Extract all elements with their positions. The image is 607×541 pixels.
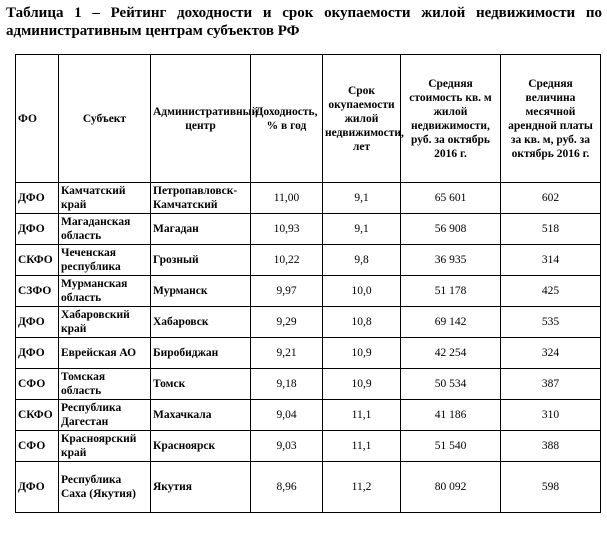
header-row [16,55,601,183]
cell-yield: 9,04 [251,400,323,431]
cell-payback: 9,1 [323,183,401,214]
cell-fo: ДФО [16,214,59,245]
table-row [16,338,601,369]
cell-subject: Красноярский край [59,431,151,462]
table-row [16,400,601,431]
cell-yield: 10,93 [251,214,323,245]
table-row [16,183,601,214]
cell-yield: 9,21 [251,338,323,369]
cell-avg-price: 56 908 [401,214,501,245]
cell-avg-rent: 602 [501,183,601,214]
cell-center: Махачкала [151,400,251,431]
cell-fo: ДФО [16,307,59,338]
cell-subject: Еврейская АО [59,338,151,369]
cell-avg-price: 65 601 [401,183,501,214]
cell-center: Мурманск [151,276,251,307]
cell-yield: 8,96 [251,462,323,513]
table-row [16,369,601,400]
cell-fo: СЗФО [16,276,59,307]
cell-avg-price: 51 540 [401,431,501,462]
cell-avg-price: 51 178 [401,276,501,307]
cell-yield: 9,97 [251,276,323,307]
cell-subject: Томская область [59,369,151,400]
table-caption: Таблица 1 – Рейтинг доходности и срок окупаемости жилой недвижимости по административным центрам субъектов РФ [6,5,602,39]
header-avg-rent: Средняя величина месячной арендной платы за кв. м, руб. за октябрь 2016 г. [501,55,601,183]
header-fo: ФО [16,55,59,183]
cell-payback: 9,8 [323,245,401,276]
cell-center: Магадан [151,214,251,245]
header-payback: Срок окупаемости жилой недвижимости, лет [323,55,401,183]
table-row [16,431,601,462]
cell-subject: Магаданская область [59,214,151,245]
cell-payback: 10,0 [323,276,401,307]
cell-yield: 11,00 [251,183,323,214]
header-yield: Доходность, % в год [251,55,323,183]
cell-avg-price: 80 092 [401,462,501,513]
cell-payback: 9,1 [323,214,401,245]
table-row [16,276,601,307]
cell-avg-rent: 425 [501,276,601,307]
header-avg-price: Средняя стоимость кв. м жилой недвижимости, руб. за октябрь 2016 г. [401,55,501,183]
cell-avg-rent: 518 [501,214,601,245]
cell-avg-price: 41 186 [401,400,501,431]
cell-subject: Хабаровский край [59,307,151,338]
cell-center: Биробиджан [151,338,251,369]
cell-yield: 9,29 [251,307,323,338]
cell-avg-rent: 314 [501,245,601,276]
cell-payback: 10,9 [323,369,401,400]
header-subject: Субъект [59,55,151,183]
cell-subject: Республика Дагестан [59,400,151,431]
cell-fo: ДФО [16,183,59,214]
cell-avg-rent: 387 [501,369,601,400]
cell-avg-rent: 324 [501,338,601,369]
table-row [16,245,601,276]
cell-subject: Республика Саха (Якутия) [59,462,151,513]
cell-payback: 10,8 [323,307,401,338]
cell-center: Хабаровск [151,307,251,338]
cell-avg-price: 69 142 [401,307,501,338]
cell-fo: СФО [16,431,59,462]
table-row [16,462,601,513]
cell-fo: СКФО [16,400,59,431]
cell-center: Красноярск [151,431,251,462]
cell-payback: 10,9 [323,338,401,369]
cell-subject: Чеченская республика [59,245,151,276]
cell-fo: СКФО [16,245,59,276]
table-row [16,214,601,245]
cell-avg-rent: 310 [501,400,601,431]
cell-fo: ДФО [16,338,59,369]
cell-center: Якутия [151,462,251,513]
cell-avg-price: 50 534 [401,369,501,400]
cell-subject: Мурманская область [59,276,151,307]
cell-avg-price: 36 935 [401,245,501,276]
cell-payback: 11,2 [323,462,401,513]
data-table [15,54,601,513]
cell-avg-rent: 598 [501,462,601,513]
cell-center: Грозный [151,245,251,276]
cell-avg-rent: 388 [501,431,601,462]
cell-yield: 10,22 [251,245,323,276]
cell-fo: СФО [16,369,59,400]
header-center: Административный центр [151,55,251,183]
cell-avg-price: 42 254 [401,338,501,369]
cell-fo: ДФО [16,462,59,513]
cell-yield: 9,03 [251,431,323,462]
cell-payback: 11,1 [323,431,401,462]
cell-yield: 9,18 [251,369,323,400]
cell-subject: Камчатский край [59,183,151,214]
cell-center: Петропавловск-Камчатский [151,183,251,214]
table-row [16,307,601,338]
cell-payback: 11,1 [323,400,401,431]
cell-avg-rent: 535 [501,307,601,338]
cell-center: Томск [151,369,251,400]
